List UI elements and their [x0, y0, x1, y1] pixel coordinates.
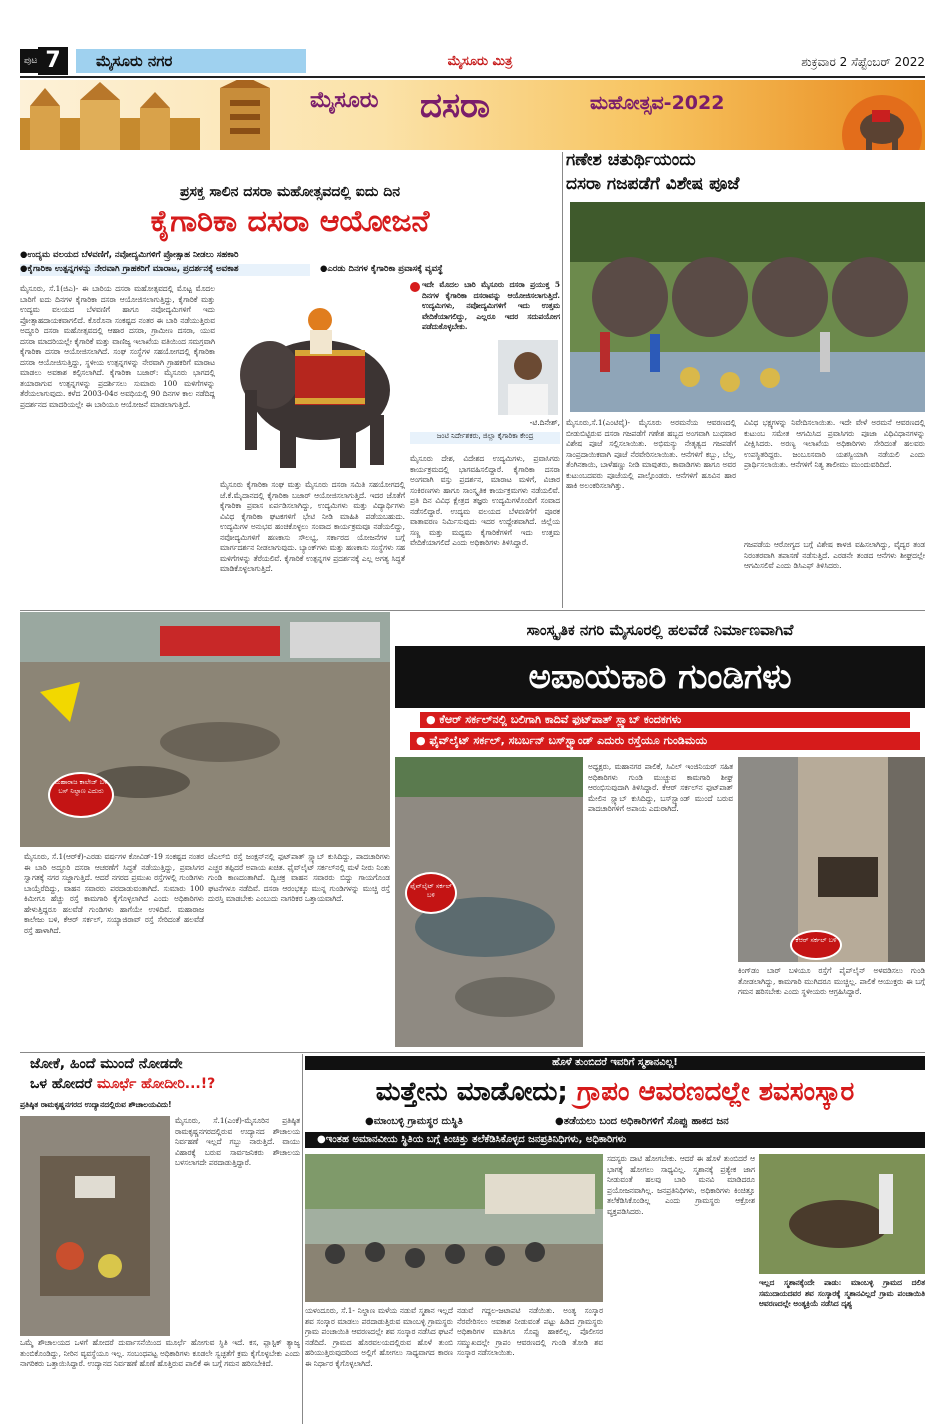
- story1-quote-title: ಜಂಟಿ ನಿರ್ದೇಶಕರು, ಜಿಲ್ಲಾ ಕೈಗಾರಿಕಾ ಕೇಂದ್ರ: [410, 432, 560, 444]
- story5-photo-caption: ಇಲ್ಲದ ಸ್ಮಶಾನಕ್ಕೆಂದೇ ಪಾಡು: ಮಾಂಬಳ್ಳಿ ಗ್ರಾಮದ ದಲಿತ ಸಮುದಾಯದವರ ಶವ ಸಂಸ್ಕಾರಕ್ಕೆ ಸ್ಮಶಾನವಿಲ್ಲದೆ ಗ್ರಾಮ ಪಂಚಾಯಿತಿ ಆವರಣದಲ್ಲೇ ಅಂತ್ಯಕ್ರಿಯೆ ನಡೆಸಿದ ದೃಶ್ಯ: [759, 1278, 925, 1308]
- elephant-illustration: [840, 80, 925, 150]
- caption-text-3: ಕೆಆರ್ ಸರ್ಕಲ್ ಬಳಿ: [795, 936, 837, 944]
- story5-strap-text: ಹೊಳೆ ತುಂಬಿದರೆ ಇವರಿಗೆ ಸ್ಮಶಾನವಿಲ್ಲ!: [552, 1057, 678, 1068]
- story4-line2-black: ಒಳ ಹೋದರೆ: [30, 1076, 97, 1092]
- story3-bullet2: ● ಫೈವ್‌ಲೈಟ್ ಸರ್ಕಲ್, ಸಬರ್ಬನ್ ಬಸ್‌ಸ್ಟ್ಯಾಂಡ್ ಎದುರು ರಸ್ತೆಯೂ ಗುಂಡಿಮಯ: [410, 732, 920, 750]
- divider-vertical-top: [562, 152, 563, 608]
- story1-kicker: ಪ್ರಸಕ್ತ ಸಾಲಿನ ದಸರಾ ಮಹೋತ್ಸವದಲ್ಲಿ ಐದು ದಿನ: [179, 184, 401, 200]
- story5-strap: [305, 1056, 925, 1070]
- story3-column1: ಮೈಸೂರು, ಸೆ.1(ಆರ್‌ಕೆ)-ಎರಡು ವರ್ಷಗಳ ಕೋವಿಡ್-19 ಸಂಕಷ್ಟದ ನಂತರ ಈ ಬಾರಿ ಅದ್ಧೂರಿ ದಸರಾ ಆಚರಣೆಗೆ ಸಿದ್ಧತೆ ನಡೆಯುತ್ತಿದ್ದು, ಪ್ರವಾಸಿಗರ ಸ್ವಾಗತಕ್ಕೆ ನಗರ ಸಜ್ಜಾಗುತ್ತಿದೆ. ಆದರೆ ನಗರದ ಪ್ರಮುಖ ರಸ್ತೆಗಳಲ್ಲಿ ಗುಂಡಿಗಳು ಬಾಯ್ತೆರೆದಿದ್ದು, ವಾಹನ ಸವಾರರು ಪರದಾಡುವಂತಾಗಿದೆ. ಸುಮಾರು 100 ಕಿಮೀಗೂ ಹೆಚ್ಚು ರಸ್ತೆ ಕಾಮಗಾರಿ ಕೈಗೊಳ್ಳಲಾಗಿದೆ ಎಂದು ಅಧಿಕಾರಿಗಳು ಹೇಳುತ್ತಿದ್ದರೂ ಹಲವೆಡೆ ಗುಂಡಿಗಳು ಹಾಗೆಯೇ ಉಳಿದಿವೆ. ಮಹಾರಾಜ ಕಾಲೇಜು ಬಳಿ, ಕೆಆರ್ ಸರ್ಕಲ್, ಸಯ್ಯಾಜಿರಾವ್ ರಸ್ತೆ ಸೇರಿದಂತೆ ಹಲವೆಡೆ ರಸ್ತೆ ಹಾಳಾಗಿದೆ.: [24, 852, 204, 935]
- header-rule: [20, 76, 925, 78]
- story3-headline-box: [395, 646, 925, 708]
- story3-kicker-bar: [395, 618, 925, 642]
- divider-vertical-bottom: [302, 1054, 303, 1424]
- story1-column1: ಮೈಸೂರು, ಸೆ.1(ಜಿಎ)- ಈ ಬಾರಿಯ ದಸರಾ ಮಹೋತ್ಸವದಲ್ಲಿ ಮೊಟ್ಟ ಮೊದಲ ಬಾರಿಗೆ ಐದು ದಿನಗಳ ಕೈಗಾರಿಕಾ ದಸರಾ ಆಯೋಜಿಸಲಾಗುತ್ತಿದ್ದು, ಕೈಗಾರಿಕೆ ಮತ್ತು ಉದ್ಯಮ ವಲಯದ ಬೆಳವಣಿಗೆ ಹಾಗೂ ನವೋದ್ಯಮಿಗಳಿಗೆ ಇದು ಪ್ರೋತ್ಸಾಹದಾಯಕವಾಗಲಿದೆ. ಕೊರೊನಾ ಸಂಕಷ್ಟದ ನಂತರ ಈ ಬಾರಿ ನಡೆಯುತ್ತಿರುವ ಅದ್ಧೂರಿ ದಸರಾ ಮಹೋತ್ಸವದಲ್ಲಿ ಆಹಾರ ದಸರಾ, ಗ್ರಾಮೀಣ ದಸರಾ, ಯುವ ದಸರಾ ಮಾದರಿಯಲ್ಲೇ ಕೈಗಾರಿಕೆ ಮತ್ತು ವಾಣಿಜ್ಯ ಇಲಾಖೆಯ ವತಿಯಿಂದ ಸಮಗ್ರವಾಗಿ ಕೈಗಾರಿಕಾ ದಸರಾ ಆಯೋಜಿಸಲಾಗಿದೆ. ಸಂಘ ಸಂಸ್ಥೆಗಳ ಸಹಯೋಗದಲ್ಲಿ ಕೈಗಾರಿಕಾ ದಸರಾ ಆಯೋಜಿಸುತ್ತಿದ್ದು, ಸ್ಥಳೀಯ ಉತ್ಪನ್ನಗಳನ್ನು ನೇರವಾಗಿ ಗ್ರಾಹಕರಿಗೆ ಮಾರಾಟ ಮಾಡಲು ಅವಕಾಶ ಕಲ್ಪಿಸಲಾಗಿದೆ. ಕೈಗಾರಿಕಾ ಬಜಾರ್: ಮೈಸೂರು ಭಾಗದಲ್ಲಿ ತಯಾರಾಗುವ ಉತ್ಪನ್ನಗಳನ್ನು ಪ್ರದರ್ಶಿಸಲು ಸುಮಾರು 100 ಮಳಿಗೆಗಳನ್ನು ತೆರೆಯಲಾಗುವುದು. ಕಳೆದ 2003-04ರ ಅವಧಿಯಲ್ಲಿ 90 ದಿನಗಳ ಕಾಲ ನಡೆದಿದ್ದ ಪ್ರದರ್ಶನದ ಮಾದರಿಯಲ್ಲೇ ಈ ಬಾರಿಯೂ ಆಯೋಜನೆ ಮಾಡಲಾಗುತ್ತಿದೆ.: [20, 284, 215, 409]
- photo-caption-badge-2: [405, 872, 457, 914]
- banner-center-word: ದಸರಾ: [420, 86, 491, 126]
- story3-headline: ಅಪಾಯಕಾರಿ ಗುಂಡಿಗಳು: [528, 657, 792, 697]
- caption-text-2: ಫೈವ್‌ಲೈಟ್ ಸರ್ಕಲ್ ಬಳಿ: [410, 882, 452, 899]
- story5-bullet1: ●ಮಾಂಬಳ್ಳಿ ಗ್ರಾಮಸ್ಥರ ದುಸ್ಥಿತಿ: [365, 1116, 463, 1127]
- story1-bullet3: ●ಎರಡು ದಿನಗಳ ಕೈಗಾರಿಕಾ ಪ್ರವಾಸಕ್ಕೆ ವ್ಯವಸ್ಥೆ: [320, 264, 443, 274]
- story4-column2: ಒಮ್ಮೆ ಶೌಚಾಲಯದ ಒಳಗೆ ಹೋದರೆ ದುರ್ವಾಸನೆಯಿಂದ ಮೂರ್ಛೆ ಹೋಗುವ ಸ್ಥಿತಿ ಇದೆ. ಕಸ, ಪ್ಲಾಸ್ಟಿಕ್ ತ್ಯಾಜ್ಯ ತುಂಬಿಕೊಂಡಿದ್ದು, ನೀರಿನ ವ್ಯವಸ್ಥೆಯೂ ಇಲ್ಲ. ಸಂಬಂಧಪಟ್ಟ ಅಧಿಕಾರಿಗಳು ಕೂಡಲೇ ಸ್ವಚ್ಛತೆಗೆ ಕ್ರಮ ಕೈಗೊಳ್ಳಬೇಕು ಎಂದು ನಾಗರಿಕರು ಒತ್ತಾಯಿಸಿದ್ದಾರೆ. ಉದ್ಯಾನದ ನಿರ್ವಹಣೆ ಹೊಣೆ ಹೊತ್ತಿರುವ ಪಾಲಿಕೆ ಈ ಬಗ್ಗೆ ಗಮನ ಹರಿಸಬೇಕಿದೆ.: [20, 1338, 300, 1368]
- story4-subhead: ಪ್ರತಿಷ್ಠಿತ ರಾಮಕೃಷ್ಣನಗರದ ಉದ್ಯಾನದಲ್ಲಿರುವ ಶೌಚಾಲಯವಿದು!: [20, 1100, 172, 1109]
- story1-quote: ಇದೇ ಮೊದಲ ಬಾರಿ ಮೈಸೂರು ದಸರಾ ಪ್ರಯುಕ್ತ 5 ದಿನಗಳ ಕೈಗಾರಿಕಾ ದಸರಾವನ್ನು ಆಯೋಜಿಸಲಾಗುತ್ತಿದೆ. ಉದ್ಯಮಿಗಳು, ನವೋದ್ಯಮಿಗಳಿಗೆ ಇದು ಉತ್ತಮ ವೇದಿಕೆಯಾಗಲಿದ್ದು, ಎಲ್ಲರೂ ಇದರ ಸದುಪಯೋಗ ಪಡೆದುಕೊಳ್ಳಬೇಕು.: [422, 280, 560, 331]
- story3-kicker: ಸಾಂಸ್ಕೃತಿಕ ನಗರಿ ಮೈಸೂರಲ್ಲಿ ಹಲವೆಡೆ ನಿರ್ಮಾಣವಾಗಿವೆ: [526, 621, 794, 639]
- story1-column2: ಮೈಸೂರು ಕೈಗಾರಿಕಾ ಸಂಘ ಮತ್ತು ಮೈಸೂರು ದಸರಾ ಸಮಿತಿ ಸಹಯೋಗದಲ್ಲಿ ಜೆ.ಕೆ.ಮೈದಾನದಲ್ಲಿ ಕೈಗಾರಿಕಾ ಬಜಾರ್ ಆಯೋಜಿಸಲಾಗುತ್ತಿದೆ. ಇದರ ಜೊತೆಗೆ ಕೈಗಾರಿಕಾ ಪ್ರವಾಸ ಏರ್ಪಡಿಸಲಾಗಿದ್ದು, ಉದ್ಯಮಿಗಳು ಮತ್ತು ವಿದ್ಯಾರ್ಥಿಗಳು ವಿವಿಧ ಕೈಗಾರಿಕಾ ಘಟಕಗಳಿಗೆ ಭೇಟಿ ನೀಡಿ ಮಾಹಿತಿ ಪಡೆಯಬಹುದು. ಉದ್ಯಮಿಗಳ ಅನುಭವ ಹಂಚಿಕೊಳ್ಳಲು ಸಂವಾದ ಕಾರ್ಯಕ್ರಮವೂ ನಡೆಯಲಿದ್ದು, ನವೋದ್ಯಮಿಗಳಿಗೆ ಹಣಕಾಸು ಸೌಲಭ್ಯ, ಸರ್ಕಾರದ ಯೋಜನೆಗಳ ಬಗ್ಗೆ ಮಾರ್ಗದರ್ಶನ ನೀಡಲಾಗುವುದು. ಬ್ಯಾಂಕ್‌ಗಳು ಮತ್ತು ಹಣಕಾಸು ಸಂಸ್ಥೆಗಳು ಸಹ ಮಳಿಗೆಗಳನ್ನು ತೆರೆಯಲಿವೆ. ಕೈಗಾರಿಕೆ ಉತ್ಪನ್ನಗಳ ಪ್ರದರ್ಶನಕ್ಕೆ ಎಲ್ಲ ಅಗತ್ಯ ಸಿದ್ಧತೆ ಮಾಡಿಕೊಳ್ಳಲಾಗುತ್ತಿದೆ.: [220, 480, 405, 573]
- story-industrial-dasara: [20, 150, 560, 610]
- story5-headline-red: ಗ್ರಾಪಂ ಆವರಣದಲ್ಲೇ ಶವಸಂಸ್ಕಾರ: [576, 1077, 855, 1107]
- story4-column1: ಮೈಸೂರು, ಸೆ.1(ಎಂಕೆ)-ಮೈಸೂರಿನ ಪ್ರತಿಷ್ಠಿತ ರಾಮಕೃಷ್ಣನಗರದಲ್ಲಿರುವ ಉದ್ಯಾನದ ಶೌಚಾಲಯ ನಿರ್ವಹಣೆ ಇಲ್ಲದೆ ಗಬ್ಬು ನಾರುತ್ತಿದೆ. ವಾಯು ವಿಹಾರಕ್ಕೆ ಬರುವ ಸಾರ್ವಜನಿಕರು ಶೌಚಾಲಯ ಬಳಸಲಾಗದೇ ಪರದಾಡುತ್ತಿದ್ದಾರೆ.: [175, 1116, 300, 1167]
- section-label: ಮೈಸೂರು ನಗರ: [76, 49, 306, 73]
- elephants-puja-photo: [570, 202, 925, 412]
- page-label-text: ಪುಟ: [24, 56, 38, 66]
- photo-caption-badge-3: [790, 930, 842, 960]
- story2-column2: ವಿವಿಧ ಭಕ್ಷ್ಯಗಳನ್ನು ನಿವೇದಿಸಲಾಯಿತು. ಇದೇ ವೇಳೆ ಅರಮನೆ ಆವರಣದಲ್ಲಿ ಕುಟುಂಬ ಸಮೇತ ಆಗಮಿಸಿದ ಪ್ರವಾಸಿಗರು ಪೂಜಾ ವಿಧಿವಿಧಾನಗಳನ್ನು ವೀಕ್ಷಿಸಿದರು. ಅರಣ್ಯ ಇಲಾಖೆಯ ಅಧಿಕಾರಿಗಳು ಸೇರಿದಂತೆ ಹಲವರು ಉಪಸ್ಥಿತರಿದ್ದರು. ಜಂಬೂಸವಾರಿ ಯಶಸ್ವಿಯಾಗಿ ನಡೆಯಲಿ ಎಂದು ಪ್ರಾರ್ಥಿಸಲಾಯಿತು. ಆನೆಗಳಿಗೆ ನಿತ್ಯ ತಾಲೀಮು ಮುಂದುವರಿದಿದೆ.: [744, 418, 925, 469]
- story1-quote-box: [410, 280, 560, 450]
- story3-column4: ಅಧ್ಯಕ್ಷರು, ಮಹಾನಗರ ಪಾಲಿಕೆ, ಸಿವಿಲ್ ಇಂಜಿನಿಯರ್ ಸಹಿತ ಅಧಿಕಾರಿಗಳು ಗುಂಡಿ ಮುಚ್ಚುವ ಕಾಮಗಾರಿ ಶೀಘ್ರ ಆರಂಭಿಸುವುದಾಗಿ ತಿಳಿಸಿದ್ದಾರೆ. ಕೆಆರ್ ಸರ್ಕಲ್‌ನ ಫುಟ್‌ಪಾತ್ ಮೇಲಿನ ಸ್ಲ್ಯಾಬ್ ಕುಸಿದಿದ್ದು, ಬಸ್‌ಸ್ಟ್ಯಾಂಡ್ ಮುಂದೆ ಬರುವ ಪಾದಚಾರಿಗಳಿಗೆ ಅಪಾಯ ಎದುರಾಗಿದೆ.: [588, 762, 733, 813]
- story1-headline: ಕೈಗಾರಿಕಾ ದಸರಾ ಆಯೋಜನೆ: [150, 204, 430, 239]
- dirty-toilet-photo: [20, 1116, 170, 1336]
- banner-left-word: ಮೈಸೂರು: [310, 88, 379, 113]
- story5-column2: ನಡುವೆ ಗದ್ದಲ-ಜಟಾಪಟಿ ನಡೆಯಿತು. ಅಂತ್ಯ ಸಂಸ್ಕಾರ ನೆರವೇರಿಸಲು ಅವಕಾಶ ನೀಡುವಂತೆ ಪಟ್ಟು ಹಿಡಿದ ಗ್ರಾಮಸ್ಥರು ಅಧಿಕಾರಿಗಳ ಮಾತಿಗೂ ಸೊಪ್ಪು ಹಾಕಲಿಲ್ಲ. ಪೊಲೀಸರ ಸಮ್ಮುಖದಲ್ಲೇ ಗ್ರಾಪಂ ಆವರಣದಲ್ಲಿ ಗುಂಡಿ ತೋಡಿ ಶವ ಸಂಸ್ಕಾರ ನಡೆಸಲಾಯಿತು.: [457, 1306, 603, 1357]
- story2-headline-line2: ದಸರಾ ಗಜಪಡೆಗೆ ವಿಶೇಷ ಪೂಜೆ: [566, 174, 740, 194]
- story5-bullet2: ●ತಡೆಯಲು ಬಂದ ಅಧಿಕಾರಿಗಳಿಗೆ ಸೊಪ್ಪು ಹಾಕದ ಜನ: [555, 1116, 729, 1127]
- story3-column5: ಕಿಂಗ್‌ಡಂ ಬಾರ್ ಬಳಿಯೂ ರಸ್ತೆಗೆ ಪೈಪ್‌ಲೈನ್ ಅಳವಡಿಸಲು ಗುಂಡಿ ತೋಡಲಾಗಿದ್ದು, ಕಾಮಗಾರಿ ಮುಗಿದರೂ ಮುಚ್ಚಿಲ್ಲ. ಪಾಲಿಕೆ ಆಯುಕ್ತರು ಈ ಬಗ್ಗೆ ಗಮನ ಹರಿಸಬೇಕು ಎಂದು ಸ್ಥಳೀಯರು ಆಗ್ರಹಿಸಿದ್ದಾರೆ.: [738, 966, 925, 996]
- story1-bullet2: ●ಕೈಗಾರಿಕಾ ಉತ್ಪನ್ನಗಳನ್ನು ನೇರವಾಗಿ ಗ್ರಾಹಕರಿಗೆ ಮಾರಾಟ, ಪ್ರದರ್ಶನಕ್ಕೆ ಅವಕಾಶ: [20, 264, 310, 276]
- page-header: [20, 47, 925, 77]
- divider-horizontal-mid: [20, 610, 925, 611]
- story2-column3: ಗಜಪಡೆಯ ಆರೋಗ್ಯದ ಬಗ್ಗೆ ವಿಶೇಷ ಕಾಳಜಿ ವಹಿಸಲಾಗಿದ್ದು, ವೈದ್ಯರ ತಂಡ ನಿರಂತರವಾಗಿ ತಪಾಸಣೆ ನಡೆಸುತ್ತಿದೆ. ಎರಡನೇ ತಂಡದ ಆನೆಗಳು ಶೀಘ್ರದಲ್ಲೇ ಆಗಮಿಸಲಿವೆ ಎಂದು ಡಿಸಿಎಫ್ ತಿಳಿಸಿದರು.: [744, 540, 925, 570]
- decorated-elephant-image: [220, 280, 405, 475]
- caption-text-1: ಮಹಾರಾಜ ಕಾಲೇಜ್ ಬಳಿ ಬಸ್ ನಿಲ್ದಾಣ ಎದುರು: [54, 778, 108, 795]
- page-number: 7: [38, 47, 68, 75]
- cremation-site-photo: [759, 1154, 925, 1274]
- story1-quote-name: -ಟಿ.ದಿನೇಶ್,: [529, 418, 560, 427]
- story5-headline-black: ಮತ್ತೇನು ಮಾಡೋದು;: [375, 1077, 577, 1107]
- quote-mark-icon: [410, 282, 420, 292]
- dasara-banner: [20, 80, 925, 150]
- story-cremation: [305, 1054, 925, 1424]
- story5-bullet3: ●ಇಂತಹ ಅಮಾನವೀಯ ಸ್ಥಿತಿಯ ಬಗ್ಗೆ ಕಿಂಚಿತ್ತು ತಲೆಕೆಡಿಸಿಕೊಳ್ಳದ ಜನಪ್ರತಿನಿಧಿಗಳು, ಅಧಿಕಾರಿಗಳು: [305, 1132, 925, 1148]
- page-date: ಶುಕ್ರವಾರ 2 ಸೆಪ್ಟೆಂಬರ್ 2022: [801, 55, 925, 69]
- story4-line2: [30, 1076, 300, 1098]
- story2-headline-line1: ಗಣೇಶ ಚತುರ್ಥಿಯಂದು: [566, 150, 696, 170]
- story5-column1: ಯಳಂದೂರು, ಸೆ.1- ನಿಲ್ದಾಣ ಮಳೆಯ ನಡುವೆ ಸ್ಮಶಾನ ಇಲ್ಲದೆ ಶವ ಸಂಸ್ಕಾರ ಮಾಡಲು ಪರದಾಡುತ್ತಿರುವ ಮಾಂಬಳ್ಳಿ ಗ್ರಾಮಸ್ಥರು ಗ್ರಾಮ ಪಂಚಾಯಿತಿ ಆವರಣದಲ್ಲೇ ಶವ ಸಂಸ್ಕಾರ ನಡೆಸಿದ ಘಟನೆ ನಡೆದಿದೆ. ಗ್ರಾಮದ ಹೊರವಲಯದಲ್ಲಿರುವ ಹೊಳೆ ತುಂಬಿ ಹರಿಯುತ್ತಿರುವುದರಿಂದ ಅಲ್ಲಿಗೆ ಹೋಗಲು ಸಾಧ್ಯವಾಗದ ಕಾರಣ ಈ ನಿರ್ಧಾರ ಕೈಗೊಳ್ಳಲಾಗಿದೆ.: [305, 1306, 453, 1368]
- crowd-photo: [305, 1154, 603, 1302]
- story4-line1: ಜೋಕೆ, ಹಿಂದೆ ಮುಂದೆ ನೋಡದೇ: [30, 1056, 183, 1072]
- story5-column3: ಸದಸ್ಯರು ದಾಟಿ ಹೋಗಬೇಕು. ಆದರೆ ಈ ಹೊಳೆ ತುಂಬಿದರೆ ಆ ಭಾಗಕ್ಕೆ ಹೋಗಲು ಸಾಧ್ಯವಿಲ್ಲ. ಸ್ಮಶಾನಕ್ಕೆ ಪ್ರತ್ಯೇಕ ಜಾಗ ನೀಡುವಂತೆ ಹಲವು ಬಾರಿ ಮನವಿ ಮಾಡಿದರೂ ಪ್ರಯೋಜನವಾಗಿಲ್ಲ. ಜನಪ್ರತಿನಿಧಿಗಳು, ಅಧಿಕಾರಿಗಳು ಕಿಂಚಿತ್ತೂ ತಲೆಕೆಡಿಸಿಕೊಂಡಿಲ್ಲ ಎಂದು ಗ್ರಾಮಸ್ಥರು ಆಕ್ರೋಶ ವ್ಯಕ್ತಪಡಿಸಿದರು.: [607, 1154, 755, 1216]
- paper-name: ಮೈಸೂರು ಮಿತ್ರ: [447, 54, 513, 69]
- story2-column1: ಮೈಸೂರು,ಸೆ.1(ಎಂಟಿವೈ)- ಮೈಸೂರು ಅರಮನೆಯ ಆವರಣದಲ್ಲಿ ಬೀಡುಬಿಟ್ಟಿರುವ ದಸರಾ ಗಜಪಡೆಗೆ ಗಣೇಶ ಹಬ್ಬದ ಅಂಗವಾಗಿ ಬುಧವಾರ ವಿಶೇಷ ಪೂಜೆ ಸಲ್ಲಿಸಲಾಯಿತು. ಅಭಿಮನ್ಯು ನೇತೃತ್ವದ ಗಜಪಡೆಗೆ ಸಾಂಪ್ರದಾಯಿಕವಾಗಿ ಪೂಜೆ ನೆರವೇರಿಸಲಾಯಿತು. ಆನೆಗಳಿಗೆ ಕಬ್ಬು, ಬೆಲ್ಲ, ತೆಂಗಿನಕಾಯಿ, ಬಾಳೆಹಣ್ಣು ನೀಡಿ ಮಾವುತರು, ಕಾವಾಡಿಗಳು ಹಾಗೂ ಅವರ ಕುಟುಂಬದವರು ಪೂಜೆಯಲ್ಲಿ ಪಾಲ್ಗೊಂಡರು. ಆನೆಗಳಿಗೆ ಹೂವಿನ ಹಾರ ಹಾಕಿ ಅಲಂಕರಿಸಲಾಗಿತ್ತು.: [566, 418, 736, 490]
- official-portrait: [498, 340, 558, 415]
- banner-right-word: ಮಹೋತ್ಸವ-2022: [590, 92, 725, 114]
- photo-caption-badge-1: [48, 772, 114, 818]
- story-gajapade-puja: [566, 150, 925, 610]
- palace-illustration: [20, 80, 310, 150]
- story-park-toilet: [20, 1054, 300, 1424]
- story1-column3: ಮೈಸೂರು ದೇಶ, ವಿದೇಶದ ಉದ್ಯಮಿಗಳು, ಪ್ರವಾಸಿಗರು ಕಾರ್ಯಕ್ರಮದಲ್ಲಿ ಭಾಗವಹಿಸಲಿದ್ದಾರೆ. ಕೈಗಾರಿಕಾ ದಸರಾ ಅಂಗವಾಗಿ ವಸ್ತು ಪ್ರದರ್ಶನ, ಮಾರಾಟ ಮಳಿಗೆ, ವಿಚಾರ ಸಂಕಿರಣಗಳು ಹಾಗೂ ಸಾಂಸ್ಕೃತಿಕ ಕಾರ್ಯಕ್ರಮಗಳು ನಡೆಯಲಿವೆ. ಪ್ರತಿ ದಿನ ವಿವಿಧ ಕ್ಷೇತ್ರದ ತಜ್ಞರು ಉದ್ಯಮಿಗಳೊಂದಿಗೆ ಸಂವಾದ ನಡೆಸಲಿದ್ದಾರೆ. ಉದ್ಯಮ ವಲಯದ ಬೆಳವಣಿಗೆಗೆ ಪೂರಕ ವಾತಾವರಣ ನಿರ್ಮಿಸುವುದು ಇದರ ಉದ್ದೇಶವಾಗಿದೆ. ಜಿಲ್ಲೆಯ ಸಣ್ಣ ಮತ್ತು ಮಧ್ಯಮ ಕೈಗಾರಿಕೆಗಳಿಗೆ ಇದು ಉತ್ತಮ ವೇದಿಕೆಯಾಗಲಿದೆ ಎಂದು ಅಧಿಕಾರಿಗಳು ತಿಳಿಸಿದ್ದಾರೆ.: [410, 454, 560, 547]
- divider-horizontal-lower: [20, 1052, 925, 1053]
- story3-bullet1: ● ಕೆಆರ್ ಸರ್ಕಲ್‌ನಲ್ಲಿ ಬಲಿಗಾಗಿ ಕಾದಿವೆ ಫುಟ್‌ಪಾತ್ ಸ್ಲ್ಯಾಬ್ ಕಂದಕಗಳು: [420, 712, 910, 728]
- story-potholes: [20, 612, 925, 1052]
- story1-bullet1: ●ಉದ್ಯಮ ವಲಯದ ಬೆಳವಣಿಗೆ, ನವೋದ್ಯಮಿಗಳಿಗೆ ಪ್ರೋತ್ಸಾಹ ನೀಡಲು ಸಹಕಾರಿ: [20, 250, 239, 260]
- story5-headline: [305, 1072, 925, 1112]
- story4-line2-red: ಮೂರ್ಛೆ ಹೋದೀರಿ...!?: [97, 1076, 216, 1092]
- story3-column2: ಜೆಎಲ್‌ಬಿ ರಸ್ತೆ ಜಂಕ್ಷನ್‌ನಲ್ಲಿ ಫುಟ್‌ಪಾತ್ ಸ್ಲ್ಯಾಬ್ ಕುಸಿದಿದ್ದು, ಪಾದಚಾರಿಗಳು ಎಚ್ಚರ ತಪ್ಪಿದರೆ ಅಪಾಯ ಖಚಿತ. ಫೈವ್‌ಲೈಟ್ ಸರ್ಕಲ್‌ನಲ್ಲಿ ಮಳೆ ನೀರು ನಿಂತು ಗುಂಡಿ ಕಾಣದಂತಾಗಿದೆ. ದ್ವಿಚಕ್ರ ವಾಹನ ಸವಾರರು ಬಿದ್ದು ಗಾಯಗೊಂಡ ಘಟನೆಗಳೂ ನಡೆದಿವೆ. ದಸರಾ ಆರಂಭಕ್ಕೂ ಮುನ್ನ ಗುಂಡಿಗಳನ್ನು ಮುಚ್ಚಿ ರಸ್ತೆ ದುರಸ್ತಿ ಮಾಡಬೇಕು ಎಂಬುದು ನಾಗರಿಕರ ಒತ್ತಾಯವಾಗಿದೆ.: [208, 852, 390, 903]
